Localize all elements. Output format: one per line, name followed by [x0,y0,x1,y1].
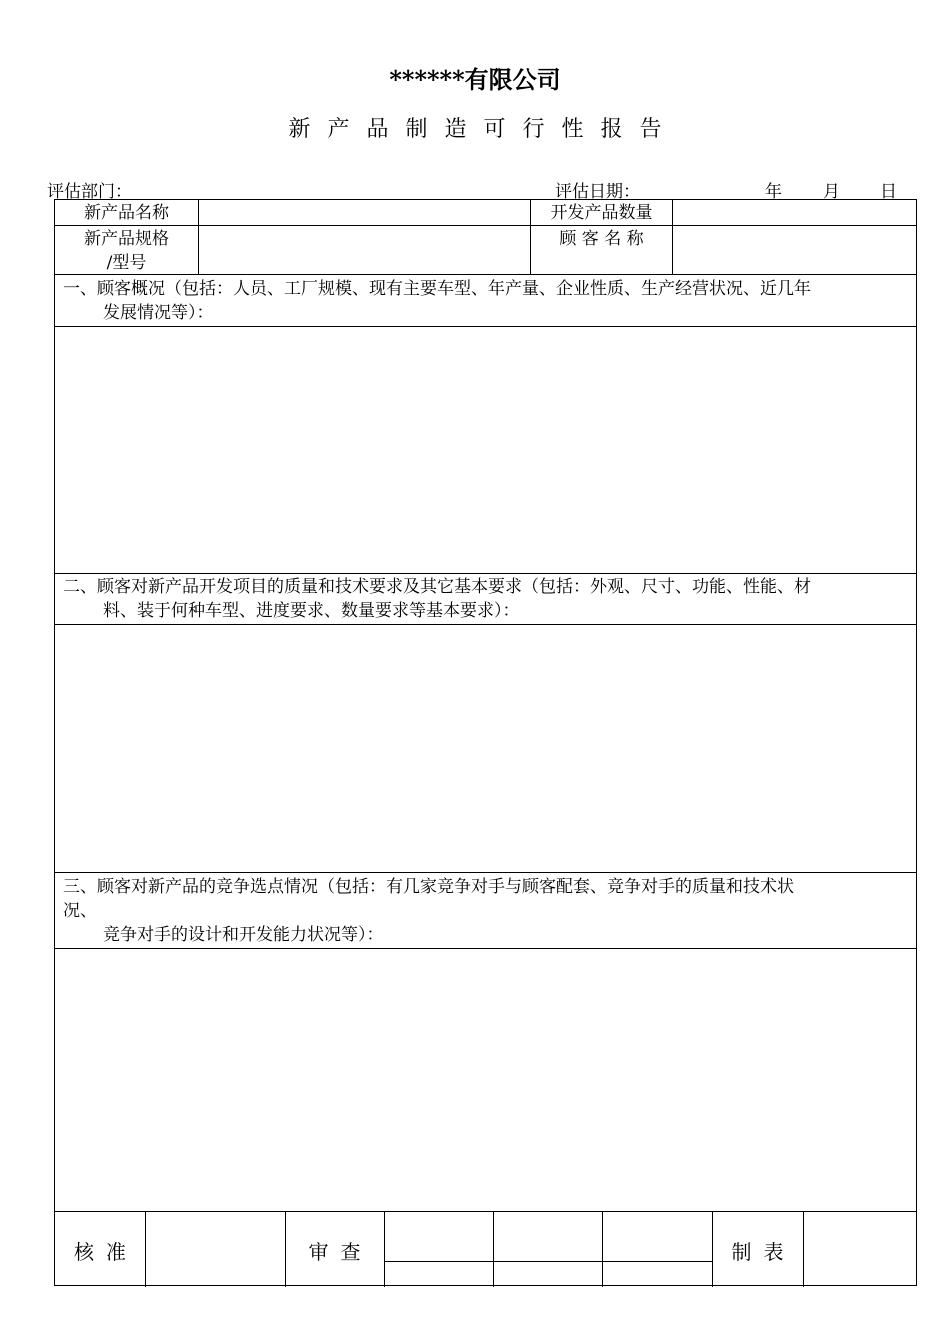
product-name-field[interactable] [199,201,530,225]
year-label: 年 [765,182,782,202]
section-2-heading [63,575,908,623]
day-label: 日 [880,182,897,202]
month-label: 月 [823,182,840,202]
section-3-line3: 竞争对手的设计和开发能力状况等）： [103,925,384,945]
spec-label-line2: /型号 [106,253,147,273]
customer-name-label: 顾 客 名 称 [559,229,644,249]
approve-label: 核准 [74,1240,138,1264]
section-3-heading [63,875,908,947]
company-name: ******有限公司 [389,65,561,94]
review-signature-fields[interactable] [385,1212,712,1287]
section-1-line2: 发展情况等）： [103,303,214,323]
prepared-label: 制表 [731,1240,796,1264]
customer-name-field[interactable] [673,226,916,274]
spec-label-line1: 新产品规格 [84,229,169,249]
date-label: 评估日期： [555,182,640,202]
section-1-heading [63,277,908,325]
section-2-answer-area[interactable] [55,625,916,872]
section-3-answer-area[interactable] [55,949,916,1211]
section-2-line2: 料、装于何种车型、进度要求、数量要求等基本要求）： [103,601,520,621]
report-form [54,199,917,1286]
report-title: 新产品制造可行性报告 [288,117,679,142]
section-3-line1: 三、顾客对新产品的竞争选点情况（包括：有几家竞争对手与顾客配套、竞争对手的质量和技术状 [63,877,794,897]
section-1-answer-area[interactable] [55,327,916,573]
quantity-field[interactable] [673,201,916,225]
approve-signature-field[interactable] [146,1212,285,1287]
section-3-line2: 况、 [63,901,97,921]
quantity-label: 开发产品数量 [550,203,653,223]
prepared-signature-field[interactable] [804,1212,916,1287]
product-name-label: 新产品名称 [84,203,169,223]
section-2-line1: 二、顾客对新产品开发项目的质量和技术要求及其它基本要求（包括：外观、尺寸、功能、性能、材 [63,577,811,597]
dept-label: 评估部门： [47,182,132,202]
review-label: 审查 [308,1240,373,1264]
section-1-line1: 一、顾客概况（包括：人员、工厂规模、现有主要车型、年产量、企业性质、生产经营状况、近几年 [63,279,811,299]
spec-field[interactable] [199,226,530,274]
